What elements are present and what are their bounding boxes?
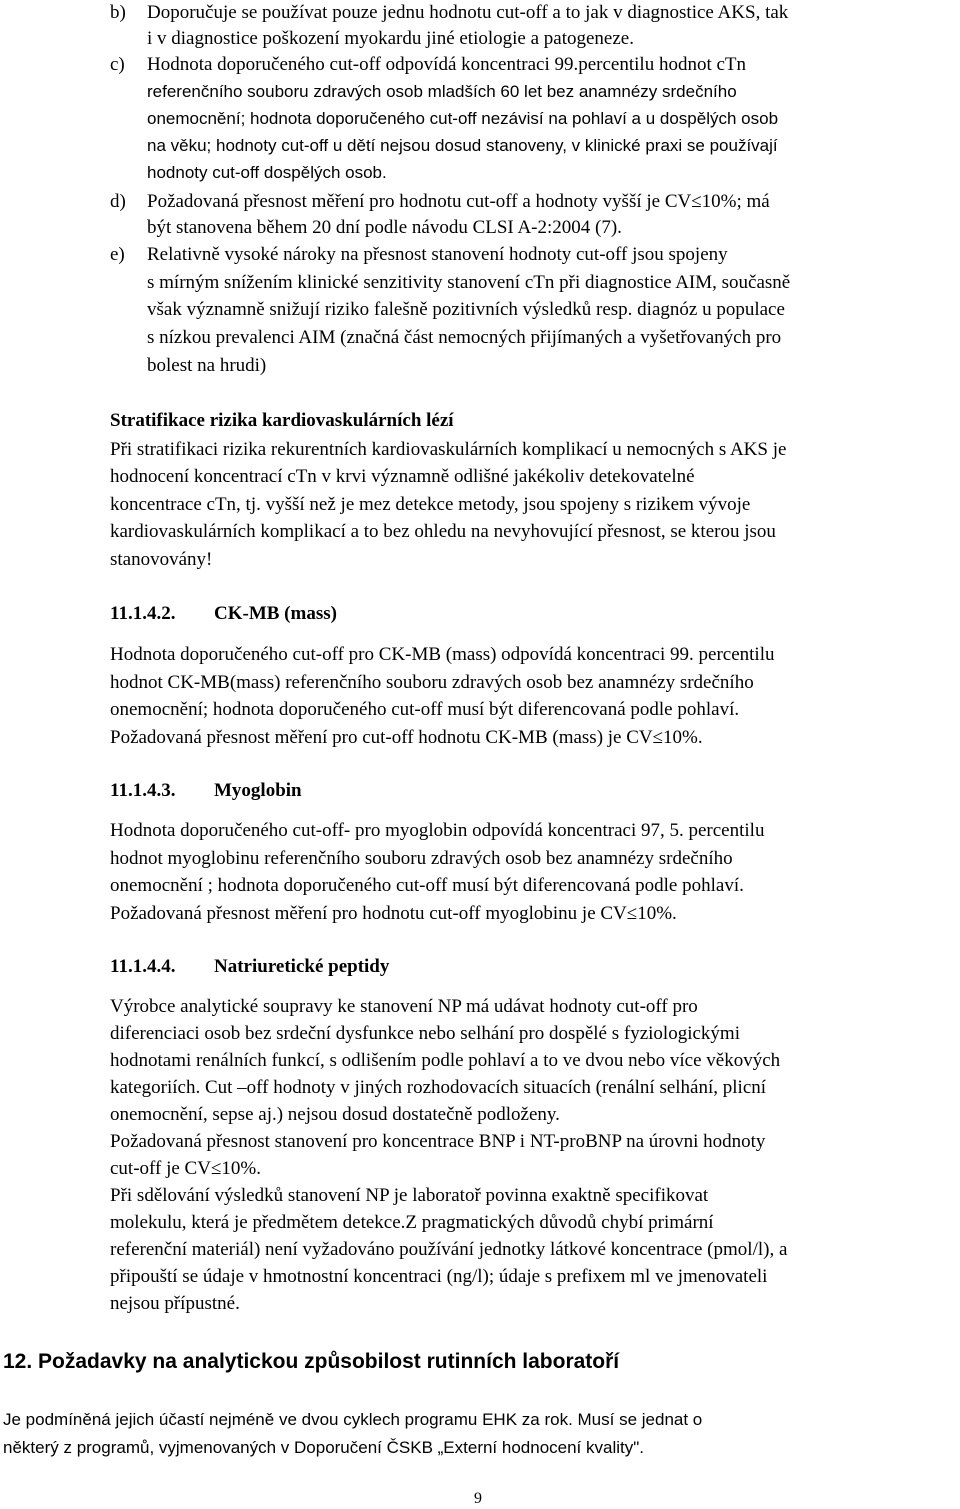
text-line: referenčního souboru zdravých osob mladších 60 let bez anamnézy srdečního [147,82,737,101]
text-line: bolest na hrudi) [147,355,267,376]
page-number: 9 [474,1490,482,1507]
text-line: Výrobce analytické soupravy ke stanovení NP má udávat hodnoty cut-off pro [110,996,698,1017]
text-line: onemocnění; hodnota doporučeného cut-off nezávisí na pohlaví a u dospělých osob [147,109,779,128]
text-line: i v diagnostice poškození myokardu jiné etiologie a patogeneze. [147,28,634,49]
text-line: hodnocení koncentrací cTn v krvi významně odlišné jakékoliv detekovatelné [110,466,695,487]
text-line: onemocnění, sepse aj.) nejsou dosud dostatečně podloženy. [110,1104,560,1125]
text-line: s nízkou prevalenci AIM (značná část nemocných přijímaných a vyšetřovaných pro [147,327,782,348]
text-line: Hodnota doporučeného cut-off- pro myoglobin odpovídá koncentraci 97, 5. percentilu [110,820,765,841]
text-line: Při sdělování výsledků stanovení NP je laboratoř povinna exaktně specifikovat [110,1185,709,1206]
text-line: hodnoty cut-off dospělých osob. [147,163,387,182]
text-line: s mírným snížením klinické senzitivity stanovení cTn při diagnostice AIM, současně [147,272,791,293]
text-line: molekulu, která je předmětem detekce.Z pragmatických důvodů chybí primární [110,1212,714,1233]
text-line: hodnot CK-MB(mass) referenčního souboru zdravých osob bez anamnézy srdečního [110,672,754,693]
section-title: Natriuretické peptidy [214,956,390,977]
text-line: Je podmíněná jejich účastí nejméně ve dvou cyklech programu EHK za rok. Musí se jednat o [3,1410,703,1429]
text-line: Požadovaná přesnost stanovení pro koncentrace BNP i NT-proBNP na úrovni hodnoty [110,1131,766,1152]
text-line: Požadovaná přesnost měření pro hodnotu cut-off myoglobinu je CV≤10%. [110,903,677,924]
text-line: cut-off je CV≤10%. [110,1158,261,1179]
section-title: CK-MB (mass) [214,603,337,624]
text-line: Hodnota doporučeného cut-off pro CK-MB (mass) odpovídá koncentraci 99. percentilu [110,644,775,665]
text-line: Hodnota doporučeného cut-off odpovídá koncentraci 99.percentilu hodnot cTn [147,54,747,75]
text-line: kategoriích. Cut –off hodnoty v jiných rozhodovacích situacích (renální selhání, plicní [110,1077,767,1098]
list-label: e) [110,244,125,265]
text-line: být stanovena během 20 dní podle návodu CLSI A-2:2004 (7). [147,217,622,238]
section-title: Myoglobin [214,780,302,801]
text-line: však významně snižují riziko falešně pozitivních výsledků resp. diagnóz u populace [147,299,785,320]
text-line: onemocnění; hodnota doporučeného cut-off musí být diferencovaná podle pohlaví. [110,699,740,720]
section-number: 11.1.4.2. [110,603,176,624]
chapter-heading: 12. Požadavky na analytickou způsobilost rutinních laboratoří [3,1350,620,1373]
text-line: některý z programů, vyjmenovaných v Doporučení ČSKB „Externí hodnocení kvality". [3,1438,644,1457]
text-line: hodnotami renálních funkcí, s odlišením podle pohlaví a to ve dvou nebo více věkových [110,1050,781,1071]
text-line: připouští se údaje v hmotnostní koncentraci (ng/l); údaje s prefixem ml ve jmenovateli [110,1266,768,1287]
text-line: Při stratifikaci rizika rekurentních kardiovaskulárních komplikací u nemocných s AKS je [110,439,787,460]
text-line: diferenciaci osob bez srdeční dysfunkce nebo selhání pro dospělé s fyziologickými [110,1023,740,1044]
section-number: 11.1.4.3. [110,780,176,801]
text-line: kardiovaskulárních komplikací a to bez ohledu na nevyhovující přesnost, se kterou jsou [110,521,776,542]
list-label: c) [110,54,125,75]
section-number: 11.1.4.4. [110,956,176,977]
text-line: Doporučuje se používat pouze jednu hodnotu cut-off a to jak v diagnostice AKS, tak [147,2,789,23]
text-line: hodnot myoglobinu referenčního souboru zdravých osob bez anamnézy srdečního [110,848,733,869]
text-line: nejsou přípustné. [110,1293,240,1314]
list-label: d) [110,191,126,212]
text-line: na věku; hodnoty cut-off u dětí nejsou dosud stanoveny, v klinické praxi se používají [147,136,778,155]
text-line: Požadovaná přesnost měření pro cut-off hodnotu CK-MB (mass) je CV≤10%. [110,727,703,748]
text-line: onemocnění ; hodnota doporučeného cut-off musí být diferencovaná podle pohlaví. [110,875,744,896]
text-line: Relativně vysoké nároky na přesnost stanovení hodnoty cut-off jsou spojeny [147,244,728,265]
section-heading: Stratifikace rizika kardiovaskulárních lézí [110,410,454,431]
text-line: Požadovaná přesnost měření pro hodnotu cut-off a hodnoty vyšší je CV≤10%; má [147,191,770,212]
text-line: referenční materiál) není vyžadováno používání jednotky látkové koncentrace (pmol/l), a [110,1239,788,1260]
list-label: b) [110,2,126,23]
text-line: stanovovány! [110,549,213,570]
text-line: koncentrace cTn, tj. vyšší než je mez detekce metody, jsou spojeny s rizikem vývoje [110,494,751,515]
